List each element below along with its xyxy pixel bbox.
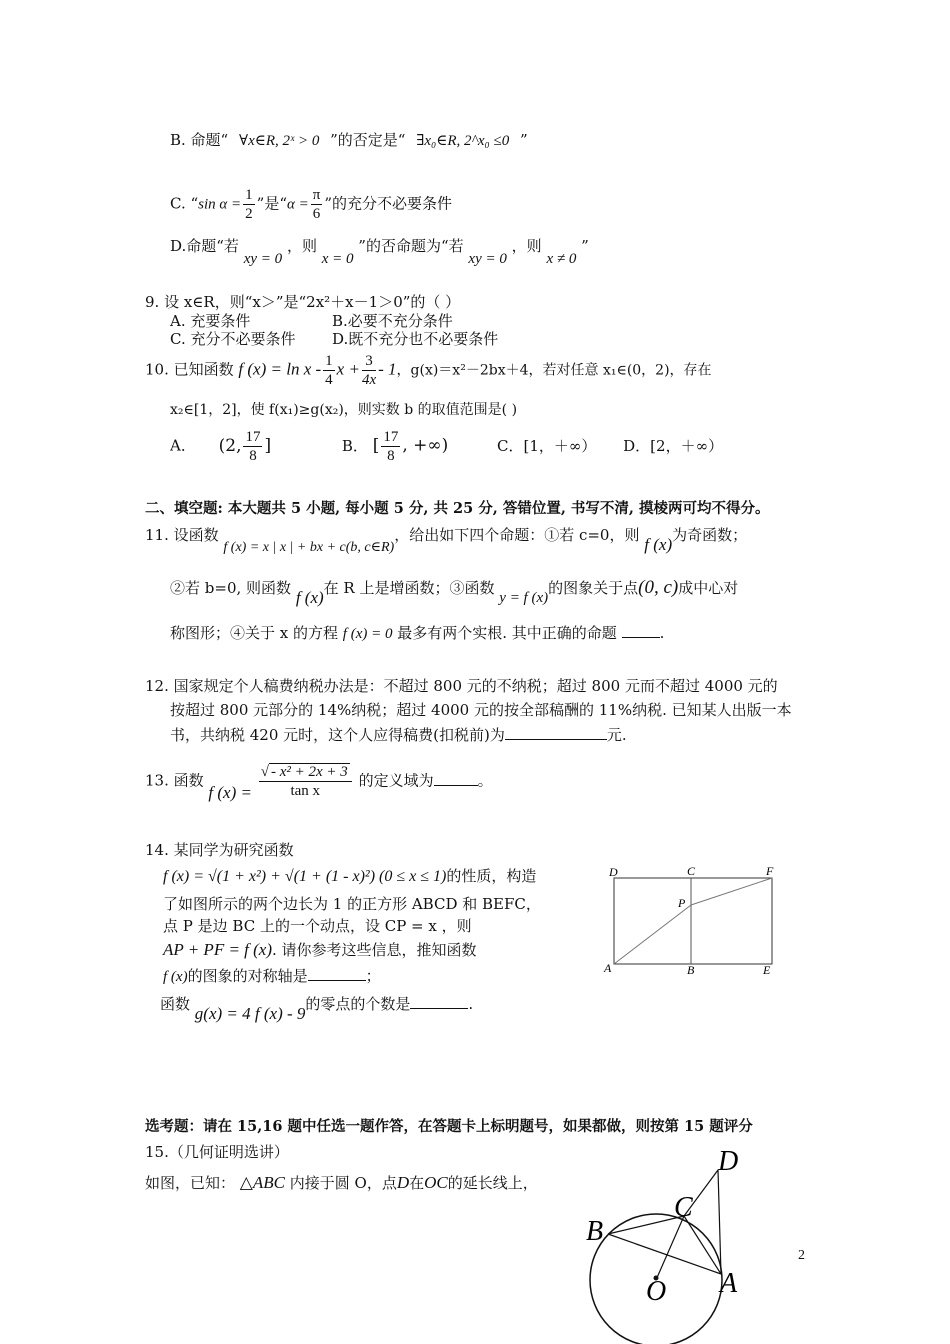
- q11-answer-blank[interactable]: [622, 637, 660, 638]
- label-d: D: [609, 865, 618, 879]
- q13-answer-blank[interactable]: [434, 785, 478, 786]
- label-a: A: [604, 961, 612, 975]
- segment-ba: [608, 1234, 721, 1274]
- q12-line2: 按超过 800 元部分的 14%纳税；超过 4000 元的按全部稿酬的 11%纳税. 已知某人出版一本: [170, 701, 792, 719]
- label-e: E: [763, 963, 771, 977]
- square-outline: [614, 878, 772, 964]
- label-p: P: [678, 896, 686, 910]
- q9-option-d: D.既不充分也不必要条件: [332, 330, 499, 348]
- segment-ca: [684, 1216, 721, 1274]
- q12-line1: 12. 国家规定个人稿费纳税办法是：不超过 800 元的不纳税；超过 800 元而不超过 4000 元的: [145, 677, 778, 695]
- label-c: C: [674, 1192, 693, 1223]
- q12-line3: 书，共纳税 420 元时，这个人应得稿费(扣税前)为 元.: [170, 726, 627, 744]
- q8-option-d: D.命题“若 xy = 0 ，则 x = 0 ”的否命题为“若 xy = 0 ，则 x ≠ 0 ”: [170, 237, 589, 267]
- q15-title: 15.（几何证明选讲）: [145, 1143, 289, 1161]
- label-b: B: [586, 1216, 604, 1247]
- q14-line2: f (x) = √(1 + x²) + √(1 + (1 - x)²) (0 ≤ x ≤ 1)的性质，构造: [163, 867, 537, 885]
- q8-option-c: C. “sin α = $\frac{1}{2}$ ”是“α = $\frac{\pi}{6}$ ”的充分不必要条件: [170, 187, 453, 222]
- segment-ap: [614, 905, 691, 964]
- segment-oc: [656, 1216, 684, 1280]
- q14-axis-blank[interactable]: [308, 980, 366, 981]
- q14-line7: 函数 g(x) = 4 f (x) - 9的零点的个数是 .: [160, 995, 474, 1023]
- section2-heading: 二、填空题: 本大题共 5 小题, 每小题 5 分, 共 25 分, 答错位置, 书写不清, 摸棱两可均不得分。: [145, 500, 770, 517]
- q10-stem: 10. 已知函数 f (x) = ln x - $\frac{1}{4}$ x + $\frac{3}{4x}$ - 1，g(x)＝x²－2bx＋4，若对任意 x₁∈(0，2)，存在: [145, 353, 712, 388]
- q8-option-b: B. 命题“ ∀x∈R, 2ˣ > 0 ”的否定是“ ∃x₀∈R, 2^x₀ ≤0 ”: [170, 131, 528, 149]
- q15-stem: 如图，已知： △ABC 内接于圆 O，点D在OC的延长线上，: [145, 1173, 538, 1192]
- q14-zeros-blank[interactable]: [410, 1008, 468, 1009]
- q14-line6: f (x)的图象的对称轴是 ；: [163, 967, 381, 985]
- q14-line4: 点 P 是边 BC 上的一个动点，设 CP = x ，则: [163, 917, 472, 935]
- q12-answer-blank[interactable]: [505, 739, 607, 740]
- page-number: 2: [798, 1248, 805, 1263]
- q9-option-b: B.必要不充分条件: [332, 312, 453, 330]
- label-b: B: [687, 963, 695, 977]
- q15-figure: [580, 1140, 780, 1344]
- q14-line5: AP + PF = f (x). 请你参考这些信息，推知函数: [163, 940, 477, 959]
- q11-line3: 称图形；④关于 x 的方程 f (x) = 0 最多有两个实根. 其中正确的命题 .: [170, 624, 665, 642]
- q14-line3: 了如图所示的两个边长为 1 的正方形 ABCD 和 BEFC，: [163, 895, 541, 913]
- q9-stem: 9. 设 x∈R，则“x＞”是“2x²＋x－1＞0”的（ ）: [145, 293, 461, 311]
- label-a: A: [720, 1268, 738, 1299]
- q10-options: A． (2, $\frac{17}{8}$ ] B． [ $\frac{17}{8}$ , +∞) C．[1，＋∞） D．[2，＋∞）: [170, 429, 724, 464]
- elective-heading: 选考题：请在 15,16 题中任选一题作答，在答题卡上标明题号，如果都做，则按第 15 题评分: [145, 1118, 753, 1135]
- label-c: C: [687, 864, 696, 878]
- q9-option-c: C. 充分不必要条件: [170, 330, 296, 348]
- label-d: D: [718, 1146, 739, 1177]
- q11-line1: 11. 设函数 f (x) = x | x | + bx + c(b, c∈R)，给出如下四个命题：①若 c=0，则 f (x)为奇函数；: [145, 526, 748, 555]
- q11-line2: ②若 b=0, 则函数 f (x)在 R 上是增函数；③函数 y = f (x)的图象关于点(0, c)成中心对: [170, 577, 739, 607]
- label-o: O: [646, 1276, 667, 1307]
- q10-line2: x₂∈[1，2]，使 f(x₁)≥g(x₂)，则实数 b 的取值范围是( ): [170, 402, 518, 418]
- q13: 13. 函数 f (x) = $\frac{\text{√ - x² + 2x + 3}}{\text{tan x}}$ 的定义域为 。: [145, 764, 493, 802]
- q14-line1: 14. 某同学为研究函数: [145, 841, 294, 859]
- segment-pf: [691, 878, 772, 905]
- label-f: F: [766, 864, 774, 878]
- q14-figure: [600, 862, 790, 982]
- q9-option-a: A. 充要条件: [170, 312, 251, 330]
